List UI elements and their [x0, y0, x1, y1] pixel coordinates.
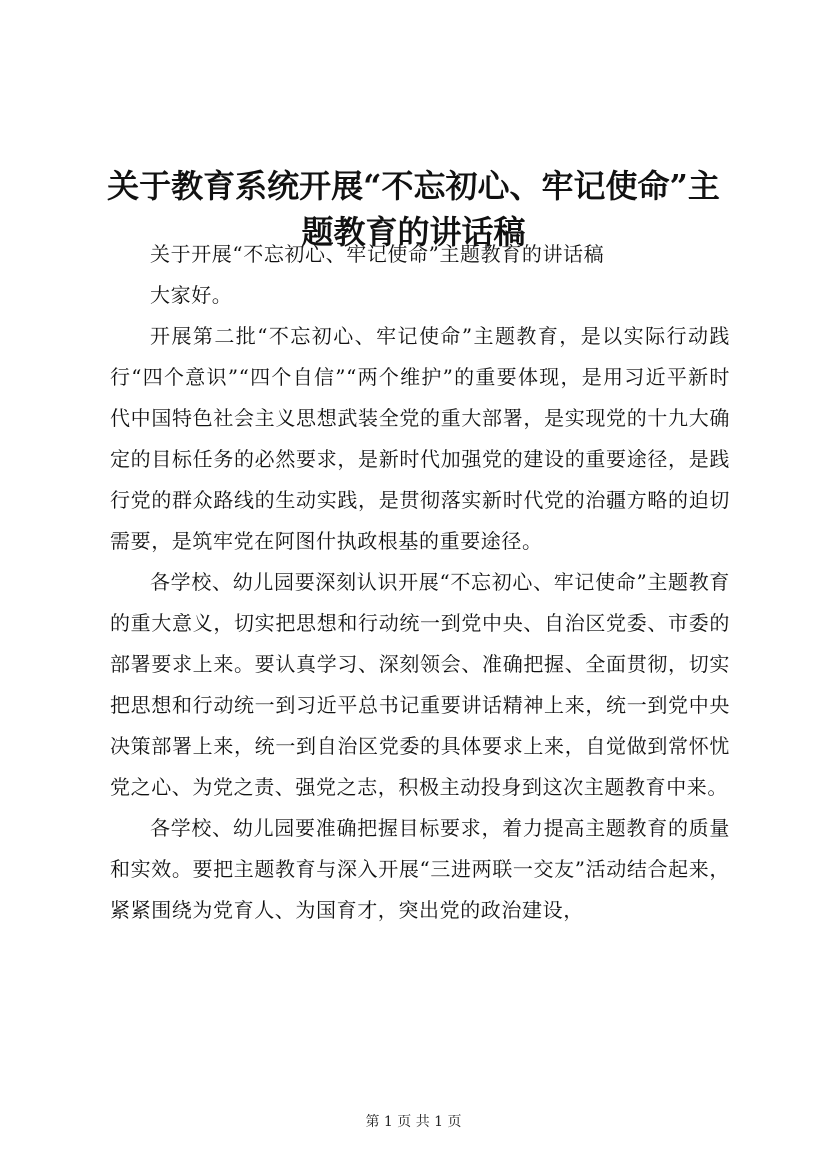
- paragraph-2: 各学校、幼儿园要深刻认识开展“不忘初心、牢记使命”主题教育的重大意义，切实把思想和行动统一到党中央、自治区党委、市委的部署要求上来。要认真学习、深刻领会、准确把握、全面贯彻，切实把思想和行动统一到习近平总书记重要讲话精神上来，统一到党中央决策部署上来，统一到自治区党委的具体要求上来，自觉做到常怀忧党之心、为党之责、强党之志，积极主动投身到这次主题教育中来。: [110, 570, 730, 799]
- paragraph-greeting: 大家好。: [150, 283, 233, 307]
- document-title-line-1: 关于教育系统开展“不忘初心、牢记使命”主: [107, 167, 720, 206]
- paragraph-subtitle: 关于开展“不忘初心、牢记使命”主题教育的讲话稿: [150, 242, 605, 266]
- page-number-footer: 第 1 页 共 1 页: [365, 1114, 462, 1130]
- paragraph-3: 各学校、幼儿园要准确把握目标要求，着力提高主题教育的质量和实效。要把主题教育与深入开展“三进两联一交友”活动结合起来，紧紧围绕为党育人、为国育才，突出党的政治建设，: [110, 816, 730, 922]
- document-body: [110, 234, 730, 931]
- paragraph-1: 开展第二批“不忘初心、牢记使命”主题教育，是以实际行动践行“四个意识”“四个自信”“两个维护”的重要体现，是用习近平新时代中国特色社会主义思想武装全党的重大部署，是实现党的十九大确定的目标任务的必然要求，是新时代加强党的建设的重要途径，是践行党的群众路线的生动实践，是贯彻落实新时代党的治疆方略的迫切需要，是筑牢党在阿图什执政根基的重要途径。: [110, 324, 730, 553]
- document-title-line-2: 题教育的讲话稿: [301, 213, 526, 252]
